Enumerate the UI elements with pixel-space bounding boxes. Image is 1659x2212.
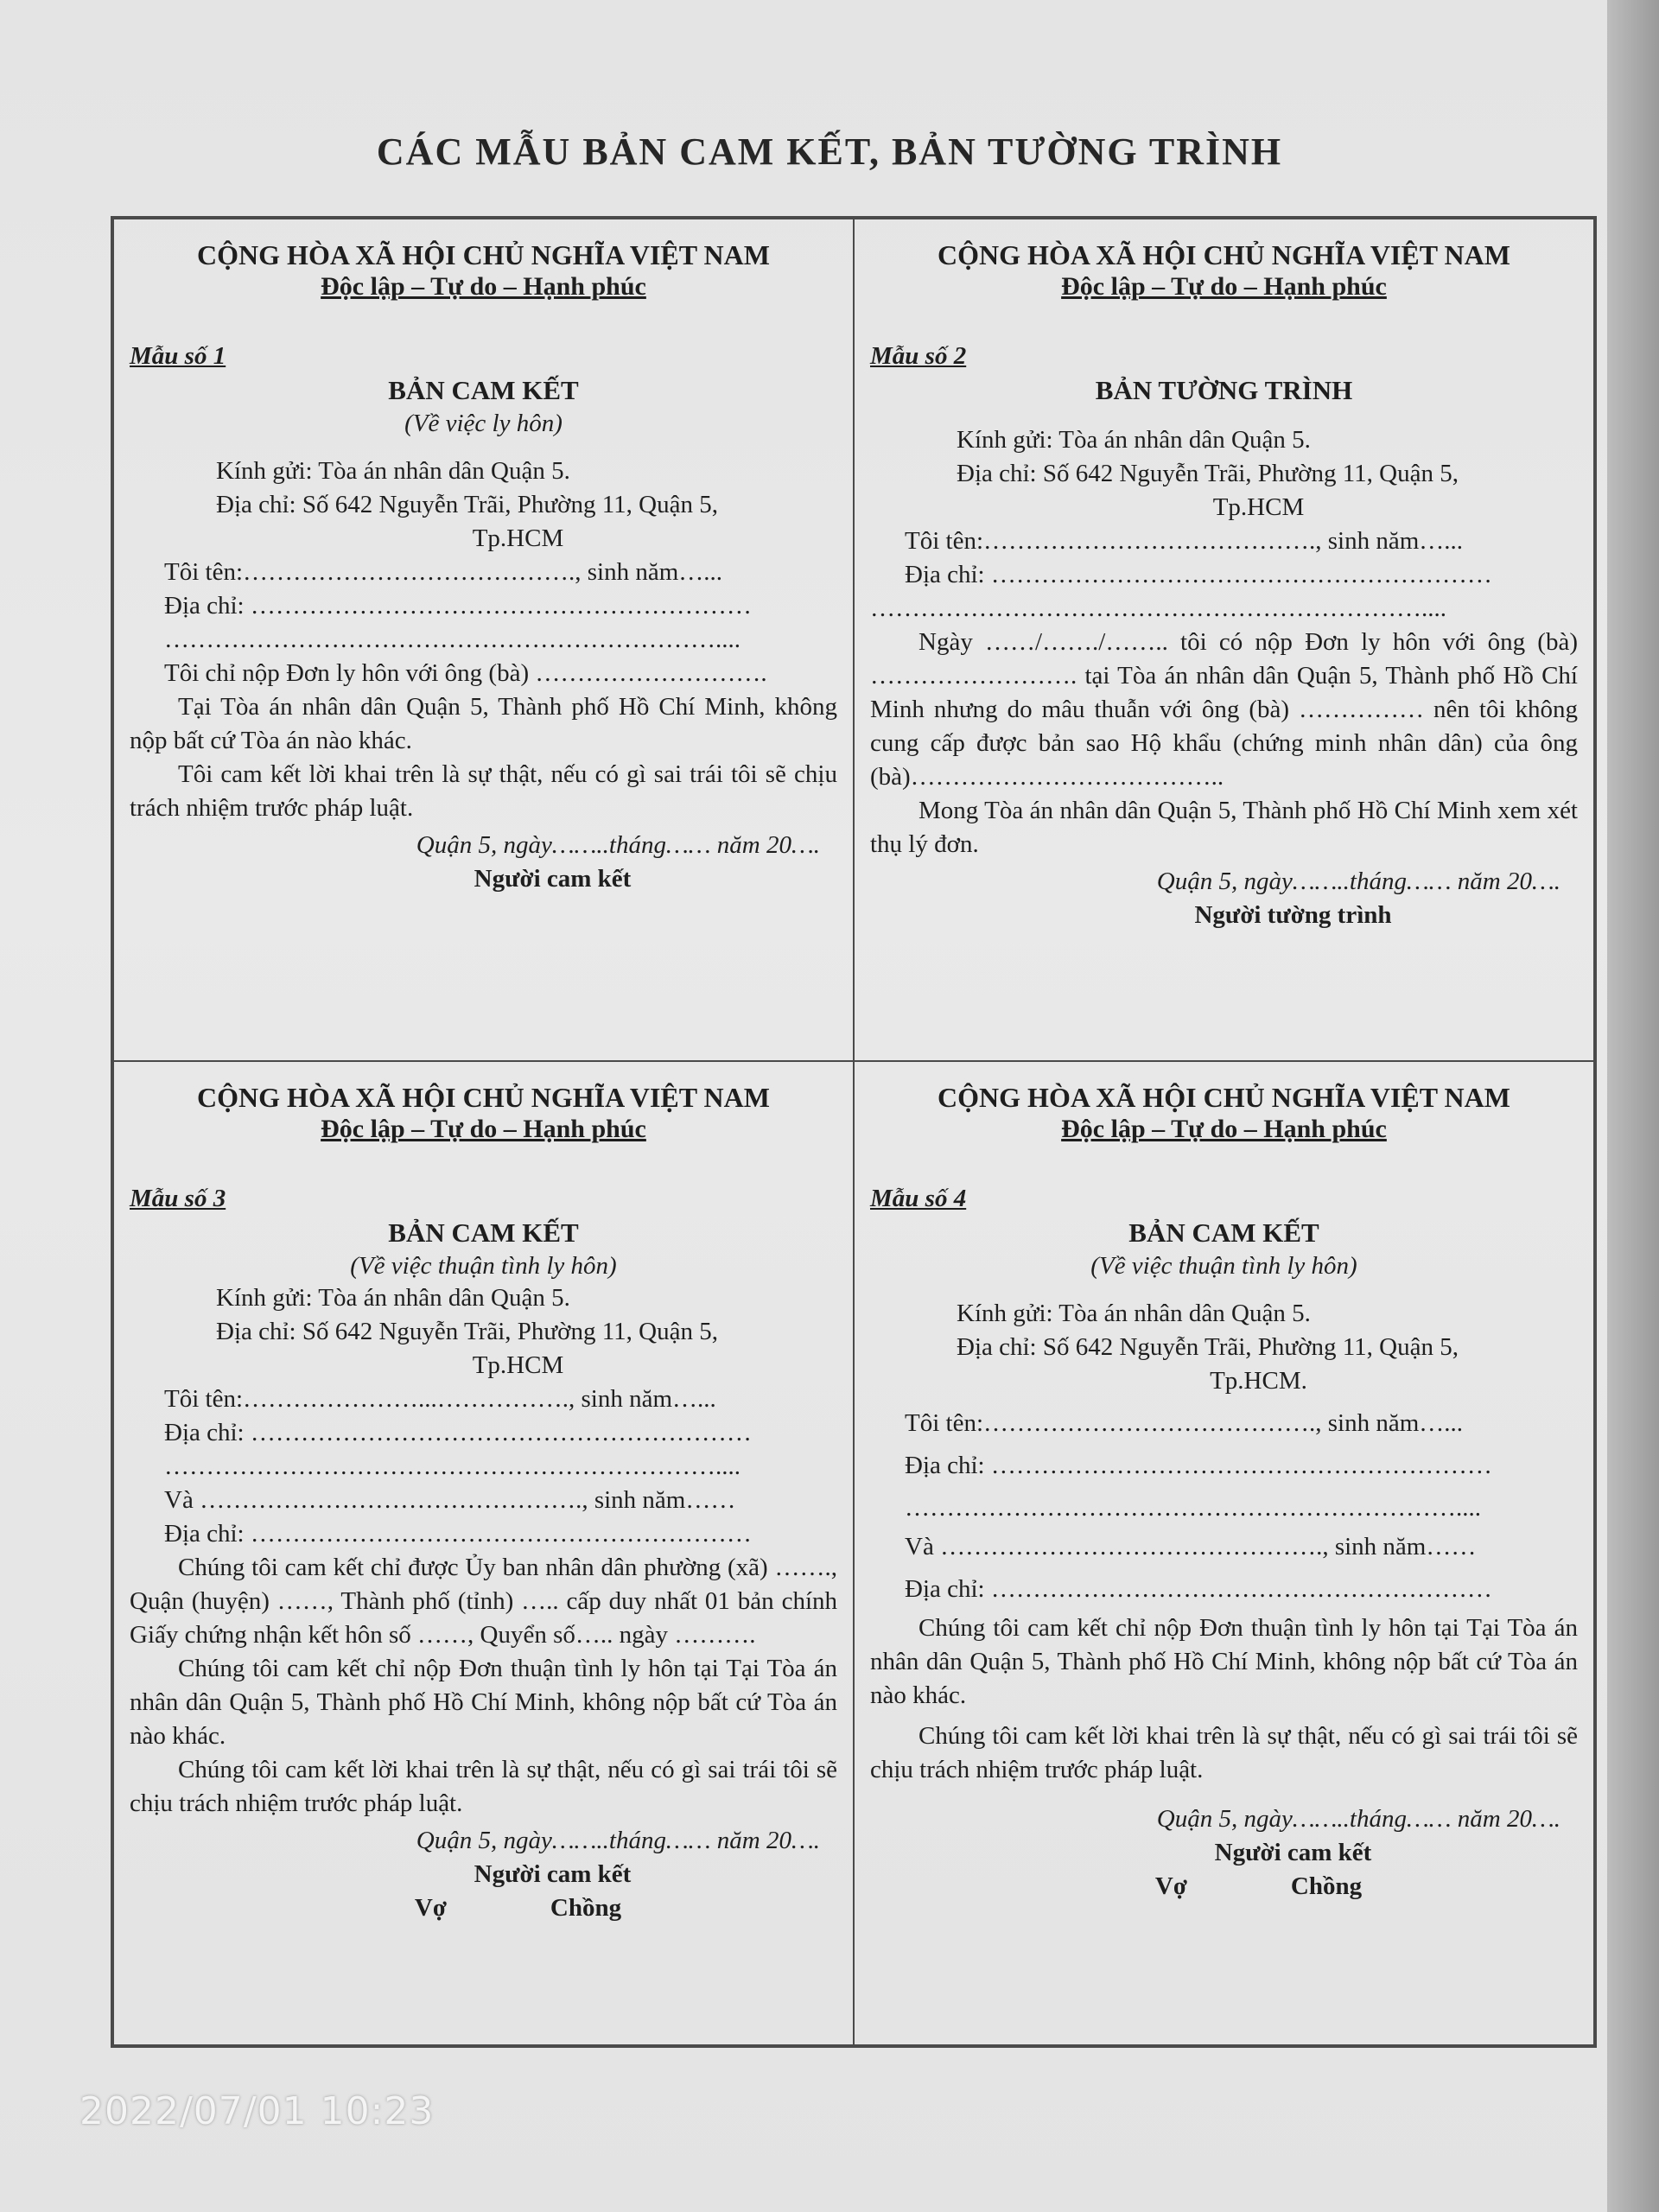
form-title: BẢN TƯỜNG TRÌNH [1095,375,1353,405]
nation-heading: CỘNG HÒA XÃ HỘI CHỦ NGHĨA VIỆT NAM [197,239,770,270]
date-line: Quận 5, ngày……..tháng…… năm 20…. [1156,1805,1560,1833]
form-3 [113,1061,854,2045]
form-subtitle: (Về việc thuận tình ly hôn) [1090,1252,1357,1280]
nation-heading: CỘNG HÒA XÃ HỘI CHỦ NGHĨA VIỆT NAM [938,1082,1510,1113]
address-field-continued: ………………………………………………………….... [905,1494,1481,1522]
address-line: Địa chỉ: Số 642 Nguyễn Trãi, Phường 11, Quận 5, [216,1318,718,1345]
wife-label: Vợ [1154,1872,1187,1900]
name-field: Tôi tên:…………………………………., sinh năm…... [905,1409,1464,1437]
address-city: Tp.HCM [472,524,564,552]
address-line: Địa chỉ: Số 642 Nguyễn Trãi, Phường 11, Quận 5, [957,1333,1459,1361]
address-field: Địa chỉ: …………………………………………………… [164,592,752,620]
motto-heading: Độc lập – Tự do – Hạnh phúc [1061,272,1387,301]
signer-label: Người cam kết [474,865,632,893]
document-title: CÁC MẪU BẢN CAM KẾT, BẢN TƯỜNG TRÌNH [376,130,1283,173]
paragraph-2: Chúng tôi cam kết chỉ nộp Đơn thuận tình ly hôn tại Tại Tòa án nhân dân Quận 5, Thành phố Hồ Chí Minh, không nộp bất cứ Tòa án nào khác. [130,1655,837,1750]
form-subtitle: (Về việc thuận tình ly hôn) [350,1252,617,1280]
form-number: Mẫu số 3 [130,1185,226,1212]
motto-heading: Độc lập – Tự do – Hạnh phúc [321,1115,646,1143]
form-2 [854,219,1594,1061]
form-subtitle: (Về việc ly hôn) [404,410,563,437]
form-title: BẢN CAM KẾT [388,375,579,405]
nation-heading: CỘNG HÒA XÃ HỘI CHỦ NGHĨA VIỆT NAM [197,1082,770,1113]
spouse-address-field: Địa chỉ: …………………………………………………… [164,1520,752,1548]
signatories [130,1891,837,1925]
address-field-continued: ………………………………………………………….... [870,594,1446,622]
paragraph-2: Mong Tòa án nhân dân Quận 5, Thành phố Hồ Chí Minh xem xét thụ lý đơn. [870,797,1578,858]
forms-grid [111,216,1597,2048]
date-line: Quận 5, ngày……..tháng…… năm 20…. [1156,868,1560,895]
husband-label: Chồng [1290,1872,1363,1900]
form-number: Mẫu số 4 [870,1185,967,1212]
nation-heading: CỘNG HÒA XÃ HỘI CHỦ NGHĨA VIỆT NAM [938,239,1510,270]
form-number: Mẫu số 1 [130,342,226,370]
address-field: Địa chỉ: …………………………………………………… [164,1419,752,1446]
date-line: Quận 5, ngày……..tháng…… năm 20…. [416,831,820,859]
spouse-name-field: Và ………………………………………., sinh năm…… [905,1533,1477,1560]
address-city: Tp.HCM [1212,493,1305,521]
photo-timestamp: 2022/07/01 10:23 [79,2089,435,2133]
recipient-line: Kính gửi: Tòa án nhân dân Quận 5. [216,1284,570,1312]
address-field: Địa chỉ: …………………………………………………… [905,561,1492,588]
recipient-line: Kính gửi: Tòa án nhân dân Quận 5. [216,457,570,485]
spouse-name-field: Và ………………………………………., sinh năm…… [164,1486,736,1514]
address-city: Tp.HCM [472,1351,564,1379]
paragraph-1: Chúng tôi cam kết chỉ nộp Đơn thuận tình ly hôn tại Tại Tòa án nhân dân Quận 5, Thành phố Hồ Chí Minh, không nộp bất cứ Tòa án nào khác. [870,1614,1578,1709]
paragraph-1: Ngày ……/……./…….. tôi có nộp Đơn ly hôn với ông (bà) ……………………. tại Tòa án nhân dân Quận 5, Thành phố Hồ Chí Minh nhưng do mâu thuẫn với ông (bà) …………… nên tôi không cung cấp được bản sao Hộ khẩu (chứng minh nhân dân) của ông (bà)……………………………….. [870,628,1578,791]
recipient-line: Kính gửi: Tòa án nhân dân Quận 5. [957,426,1311,454]
name-field: Tôi tên:…………………………………., sinh năm…... [164,558,723,586]
paragraph-1: Tôi chỉ nộp Đơn ly hôn với ông (bà) ………………………. [164,659,767,687]
signer-label: Người tường trình [1194,901,1392,929]
wife-label: Vợ [414,1894,447,1922]
form-number: Mẫu số 2 [870,342,967,370]
signer-label: Người cam kết [474,1860,632,1888]
husband-label: Chồng [550,1894,622,1922]
paragraph-1: Chúng tôi cam kết chỉ được Ủy ban nhân dân phường (xã) ……., Quận (huyện) ……, Thành phố (tỉnh) ….. cấp duy nhất 01 bản chính Giấy chứng nhận kết hôn số ……, Quyển số….. ngày ………. [130,1554,837,1649]
name-field: Tôi tên:…………………………………., sinh năm…... [905,527,1464,555]
page-edge-shadow [1607,0,1659,2212]
motto-heading: Độc lập – Tự do – Hạnh phúc [321,272,646,301]
address-city: Tp.HCM. [1210,1367,1307,1395]
address-field-continued: ………………………………………………………….... [164,1452,741,1480]
form-title: BẢN CAM KẾT [388,1217,579,1248]
spouse-address-field: Địa chỉ: …………………………………………………… [905,1575,1492,1603]
name-field: Tôi tên:…………………...……………., sinh năm…... [164,1385,716,1413]
paragraph-3: Chúng tôi cam kết lời khai trên là sự thật, nếu có gì sai trái tôi sẽ chịu trách nhiệm trước pháp luật. [130,1756,837,1817]
motto-heading: Độc lập – Tự do – Hạnh phúc [1061,1115,1387,1143]
address-line: Địa chỉ: Số 642 Nguyễn Trãi, Phường 11, Quận 5, [216,491,718,518]
signatories [870,1870,1578,1904]
address-field: Địa chỉ: …………………………………………………… [905,1452,1492,1479]
form-4 [854,1061,1594,2045]
address-field-continued: ………………………………………………………….... [164,626,741,653]
address-line: Địa chỉ: Số 642 Nguyễn Trãi, Phường 11, Quận 5, [957,460,1459,487]
form-1 [113,219,854,1061]
paragraph-2: Chúng tôi cam kết lời khai trên là sự thật, nếu có gì sai trái tôi sẽ chịu trách nhiệm trước pháp luật. [870,1722,1578,1783]
form-title: BẢN CAM KẾT [1128,1217,1319,1248]
recipient-line: Kính gửi: Tòa án nhân dân Quận 5. [957,1300,1311,1327]
paragraph-3: Tôi cam kết lời khai trên là sự thật, nếu có gì sai trái tôi sẽ chịu trách nhiệm trước pháp luật. [130,760,837,822]
date-line: Quận 5, ngày……..tháng…… năm 20…. [416,1827,820,1854]
signer-label: Người cam kết [1214,1839,1372,1866]
paragraph-2: Tại Tòa án nhân dân Quận 5, Thành phố Hồ Chí Minh, không nộp bất cứ Tòa án nào khác. [130,693,837,754]
